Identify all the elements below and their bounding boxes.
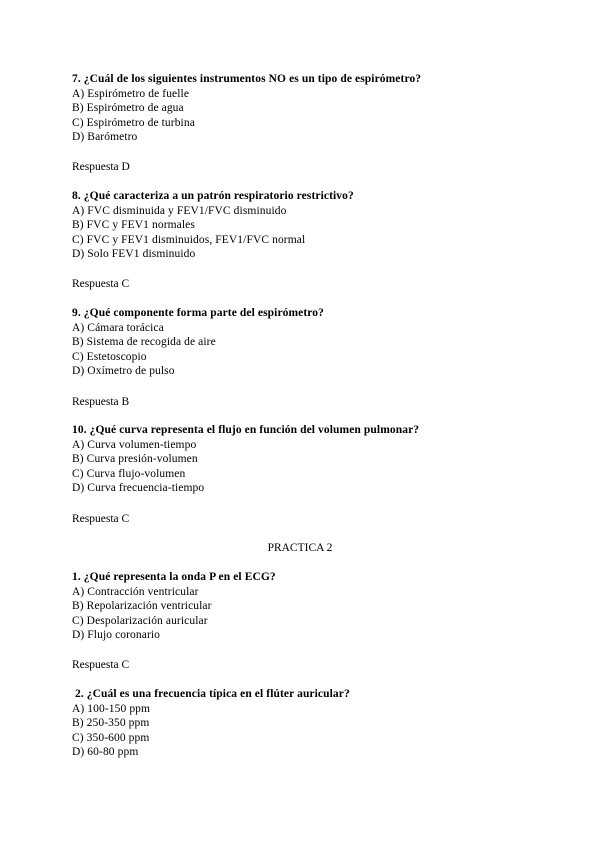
question-text: 2. ¿Cuál es una frecuencia típica en el flúter auricular?	[72, 688, 350, 700]
option-a: A) Curva volumen-tiempo	[72, 438, 197, 451]
option-b: B) Curva presión-volumen	[72, 453, 198, 466]
question-block	[72, 687, 540, 760]
option-a: A) Contracción ventricular	[72, 585, 199, 598]
option-d: D) Solo FEV1 disminuido	[72, 248, 196, 261]
answer-text: Respuesta C	[72, 659, 130, 671]
option-c: C) Espirómetro de turbina	[72, 116, 195, 129]
question-text: 10. ¿Qué curva representa el flujo en función del volumen pulmonar?	[72, 424, 420, 436]
answer-text: Respuesta C	[72, 278, 130, 290]
option-a: A) 100-150 ppm	[72, 702, 151, 715]
option-a: A) Espirómetro de fuelle	[72, 87, 190, 100]
option-d: D) Flujo coronario	[72, 629, 161, 642]
question-block	[72, 306, 540, 379]
option-c: C) Curva flujo-volumen	[72, 467, 186, 480]
option-b: B) FVC y FEV1 normales	[72, 219, 195, 232]
option-b: B) Sistema de recogida de aire	[72, 336, 216, 349]
option-b: B) Repolarización ventricular	[72, 600, 212, 613]
option-d: D) Barómetro	[72, 131, 138, 144]
option-c: C) Estetoscopio	[72, 350, 147, 363]
option-b: B) 250-350 ppm	[72, 717, 150, 730]
question-text: 8. ¿Qué caracteriza a un patrón respiratorio restrictivo?	[72, 190, 354, 202]
option-a: A) Cámara torácica	[72, 321, 164, 334]
option-c: C) 350-600 ppm	[72, 731, 150, 744]
option-c: C) FVC y FEV1 disminuidos, FEV1/FVC normal	[72, 233, 306, 246]
answer-text: Respuesta D	[72, 161, 130, 173]
question-text: 9. ¿Qué componente forma parte del espirómetro?	[72, 307, 325, 319]
answer-text: Respuesta B	[72, 396, 130, 408]
option-c: C) Despolarización auricular	[72, 614, 208, 627]
question-block	[72, 570, 540, 643]
section-title: PRACTICA 2	[267, 542, 333, 554]
question-text: 7. ¿Cuál de los siguientes instrumentos NO es un tipo de espirómetro?	[72, 73, 422, 85]
question-block	[72, 72, 540, 145]
option-a: A) FVC disminuida y FEV1/FVC disminuido	[72, 204, 287, 217]
question-block	[72, 423, 540, 496]
option-b: B) Espirómetro de agua	[72, 102, 184, 115]
option-d: D) Oxímetro de pulso	[72, 365, 175, 378]
question-text: 1. ¿Qué representa la onda P en el ECG?	[72, 571, 276, 583]
option-d: D) Curva frecuencia-tiempo	[72, 482, 205, 495]
answer-text: Respuesta C	[72, 513, 130, 525]
question-block	[72, 189, 540, 262]
option-d: D) 60-80 ppm	[72, 746, 139, 759]
